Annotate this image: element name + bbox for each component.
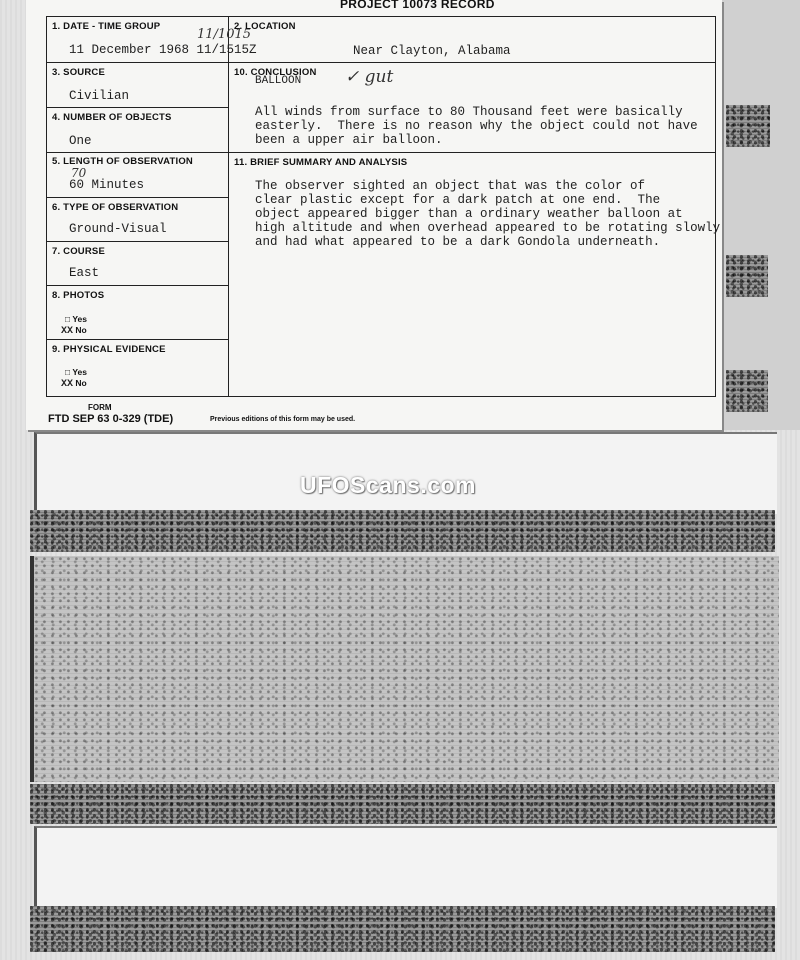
film-noise-band bbox=[30, 510, 775, 552]
column-divider bbox=[228, 17, 229, 396]
summary-text: The observer sighted an object that was the color of clear plastic except for a dark patch at one end. The object appeared bigger than a ordinary weather balloon at high altitude and when overhead appeared to be rotating slowly and had what appeared to be a dark Gondola underneath. bbox=[255, 179, 721, 249]
footer-form-word: FORM bbox=[88, 403, 112, 412]
film-noise-band bbox=[30, 784, 775, 824]
photos-yes-label: Yes bbox=[72, 314, 88, 324]
watermark: UFOScans.com bbox=[300, 472, 476, 498]
scan-noise-patch bbox=[726, 105, 770, 147]
conclusion-value: BALLOON bbox=[255, 75, 302, 87]
photos-yes-option[interactable] bbox=[65, 314, 87, 324]
scan-right-strip bbox=[722, 0, 800, 430]
physical-evidence-no-mark: XX bbox=[61, 379, 74, 390]
date-label: 1. DATE - TIME GROUP bbox=[52, 21, 161, 32]
scan-noise-patch bbox=[726, 255, 768, 297]
row-divider bbox=[47, 107, 228, 108]
summary-label: 11. BRIEF SUMMARY AND ANALYSIS bbox=[234, 157, 408, 168]
location-label: 2. LOCATION bbox=[234, 21, 296, 32]
row-divider bbox=[47, 285, 228, 286]
length-annotation: 70 bbox=[71, 166, 87, 180]
length-of-observation-value: 60 Minutes bbox=[69, 178, 145, 192]
scan-noise-patch bbox=[726, 370, 768, 412]
date-annotation: 11/1015 bbox=[197, 27, 252, 42]
source-label: 3. SOURCE bbox=[52, 67, 106, 78]
source-value: Civilian bbox=[69, 89, 130, 103]
type-of-observation-value: Ground-Visual bbox=[69, 222, 167, 236]
conclusion-text: All winds from surface to 80 Thousand feet were basically easterly. There is no reason why the object could not have been a upper air balloon. bbox=[255, 105, 698, 147]
form-title: PROJECT 10073 RECORD bbox=[340, 0, 495, 11]
length-of-observation-label: 5. LENGTH OF OBSERVATION bbox=[52, 156, 193, 167]
footer-form-code: FTD SEP 63 0-329 (TDE) bbox=[48, 413, 174, 425]
photos-no-mark: XX bbox=[61, 326, 74, 337]
checkbox-empty-icon: □ bbox=[65, 367, 71, 377]
film-noise-frame bbox=[30, 556, 779, 782]
form-grid bbox=[46, 16, 721, 397]
photos-no-label: No bbox=[75, 325, 87, 335]
handwritten-check-note: ✓ gut bbox=[345, 67, 394, 87]
footer-note: Previous editions of this form may be used. bbox=[210, 416, 356, 423]
row-divider bbox=[47, 152, 715, 153]
date-value: 11 December 1968 11/1515Z bbox=[69, 43, 257, 57]
type-of-observation-label: 6. TYPE OF OBSERVATION bbox=[52, 202, 179, 213]
course-label: 7. COURSE bbox=[52, 246, 106, 257]
physical-evidence-label: 9. PHYSICAL EVIDENCE bbox=[52, 344, 166, 355]
row-divider bbox=[47, 241, 228, 242]
project-record-form bbox=[26, 0, 722, 430]
number-of-objects-label: 4. NUMBER OF OBJECTS bbox=[52, 112, 172, 123]
photos-no-option[interactable] bbox=[61, 325, 87, 337]
location-value: Near Clayton, Alabama bbox=[353, 44, 511, 58]
checkbox-empty-icon: □ bbox=[65, 314, 71, 324]
physical-evidence-no-label: No bbox=[75, 378, 87, 388]
row-divider bbox=[47, 339, 228, 340]
physical-evidence-no-option[interactable] bbox=[61, 378, 87, 390]
course-value: East bbox=[69, 266, 100, 280]
film-noise-band bbox=[30, 906, 775, 952]
row-divider bbox=[47, 197, 228, 198]
row-divider bbox=[47, 62, 715, 63]
number-of-objects-value: One bbox=[69, 134, 92, 148]
photos-label: 8. PHOTOS bbox=[52, 290, 105, 301]
conclusion-label: 10. CONCLUSION bbox=[234, 67, 317, 78]
physical-evidence-yes-label: Yes bbox=[72, 367, 88, 377]
physical-evidence-yes-option[interactable] bbox=[65, 367, 87, 377]
blank-film-frame bbox=[34, 826, 777, 908]
